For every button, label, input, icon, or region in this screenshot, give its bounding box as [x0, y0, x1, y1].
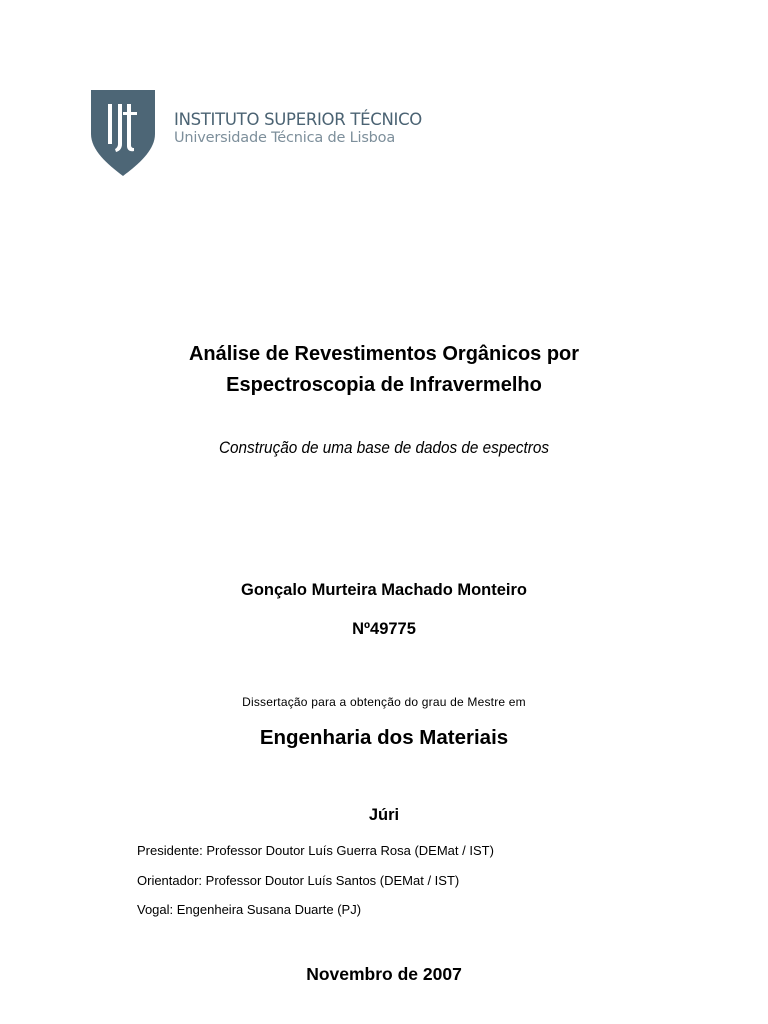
thesis-title-line-2: Espectroscopia de Infravermelho — [226, 374, 542, 396]
submission-date: Novembro de 2007 — [306, 964, 462, 984]
thesis-title-line-1: Análise de Revestimentos Orgânicos por — [188, 343, 580, 365]
jury-member-president: Presidente: Professor Doutor Luís Guerra Rosa (DEMat / IST) — [137, 843, 494, 858]
jury-member-advisor: Orientador: Professor Doutor Luís Santos (DEMat / IST) — [137, 873, 460, 888]
student-number: Nº49775 — [352, 620, 416, 638]
thesis-title — [0, 339, 768, 401]
university-name: Universidade Técnica de Lisboa — [174, 130, 396, 146]
degree-name: Engenharia dos Materiais — [259, 726, 509, 749]
dissertation-statement: Dissertação para a obtenção do grau de Mestre em — [242, 695, 526, 709]
jury-heading: Júri — [368, 806, 400, 824]
thesis-subtitle: Construção de uma base de dados de espectros — [218, 438, 550, 457]
jury-member-vogal: Vogal: Engenheira Susana Duarte (PJ) — [137, 902, 362, 917]
author-name: Gonçalo Murteira Machado Monteiro — [240, 581, 528, 599]
institution-name: INSTITUTO SUPERIOR TÉCNICO — [174, 110, 422, 129]
ist-logo-shield-icon — [91, 90, 155, 176]
